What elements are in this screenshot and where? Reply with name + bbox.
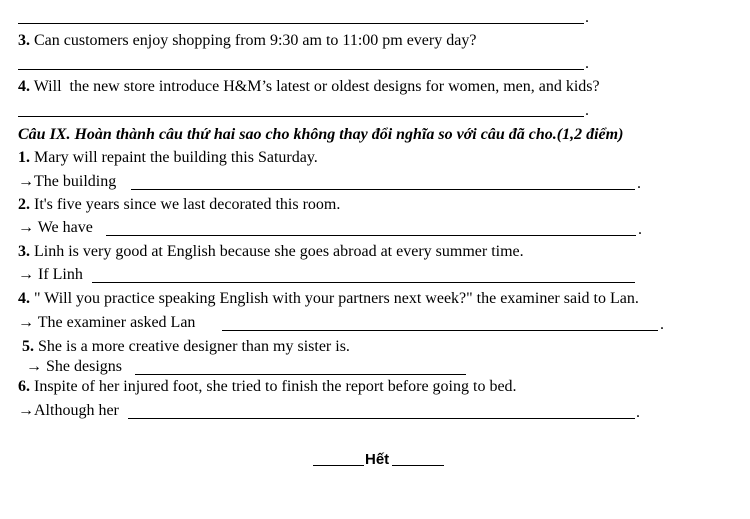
answer-line-period: . (585, 9, 589, 26)
rewrite-prompt-3: → If Linh (18, 266, 83, 283)
question-3 (18, 31, 476, 51)
rewrite-prompt-2: → We have (18, 219, 93, 236)
item-sentence: She is a more creative designer than my sister is. (38, 338, 350, 355)
rewrite-answer-line-1[interactable] (131, 189, 635, 190)
item-sentence: It's five years since we last decorated this room. (34, 196, 341, 213)
answer-line-q4[interactable] (18, 116, 584, 117)
rewrite-item-2 (18, 195, 340, 215)
answer-line-q3[interactable] (18, 69, 584, 70)
item-number: 1. (18, 149, 30, 166)
rewrite-answer-line-3[interactable] (92, 282, 635, 283)
section-ix-heading: Câu IX. Hoàn thành câu thứ hai sao cho không thay đổi nghĩa so với câu đã cho.(1,2 điểm) (18, 126, 624, 143)
question-4 (18, 77, 600, 97)
rewrite-item-3 (18, 242, 524, 262)
rewrite-answer-line-5[interactable] (135, 374, 466, 375)
rewrite-prompt-6: →Although her (18, 402, 119, 419)
item-number: 5. (22, 338, 34, 355)
rewrite-prompt-4: → The examiner asked Lan (18, 314, 196, 331)
rewrite-answer-line-4[interactable] (222, 330, 658, 331)
rewrite-answer-line-6[interactable] (128, 418, 635, 419)
item-number: 2. (18, 196, 30, 213)
end-text: Hết (365, 451, 390, 468)
question-text: Will the new store introduce H&M’s latest or oldest designs for women, men, and kids? (33, 78, 600, 95)
end-rule-right (392, 465, 444, 466)
rewrite-prompt-5: → She designs (26, 358, 122, 375)
rewrite-item-6 (18, 377, 517, 397)
item-sentence: Linh is very good at English because she goes abroad at every summer time. (34, 243, 524, 260)
item-number: 6. (18, 378, 30, 395)
answer-line-period: . (585, 102, 589, 119)
rewrite-item-5 (22, 337, 350, 357)
answer-line-period: . (638, 221, 642, 238)
item-sentence: " Will you practice speaking English with your partners next week?" the examiner said to Lan. (34, 290, 639, 307)
item-sentence: Mary will repaint the building this Saturday. (34, 149, 318, 166)
end-rule-left (313, 465, 364, 466)
answer-line-period: . (585, 55, 589, 72)
item-number: 3. (18, 243, 30, 260)
answer-line-period: . (660, 316, 664, 333)
answer-line-period: . (637, 175, 641, 192)
item-number: 4. (18, 290, 30, 307)
rewrite-answer-line-2[interactable] (106, 235, 636, 236)
answer-line-top[interactable] (18, 23, 584, 24)
item-sentence: Inspite of her injured foot, she tried to finish the report before going to bed. (34, 378, 517, 395)
rewrite-item-1 (18, 148, 318, 168)
answer-line-period: . (636, 404, 640, 421)
question-number: 3. (18, 32, 30, 49)
question-text: Can customers enjoy shopping from 9:30 am to 11:00 pm every day? (34, 32, 477, 49)
rewrite-prompt-1: →The building (18, 173, 117, 190)
rewrite-item-4 (18, 289, 639, 309)
question-number: 4. (18, 78, 30, 95)
